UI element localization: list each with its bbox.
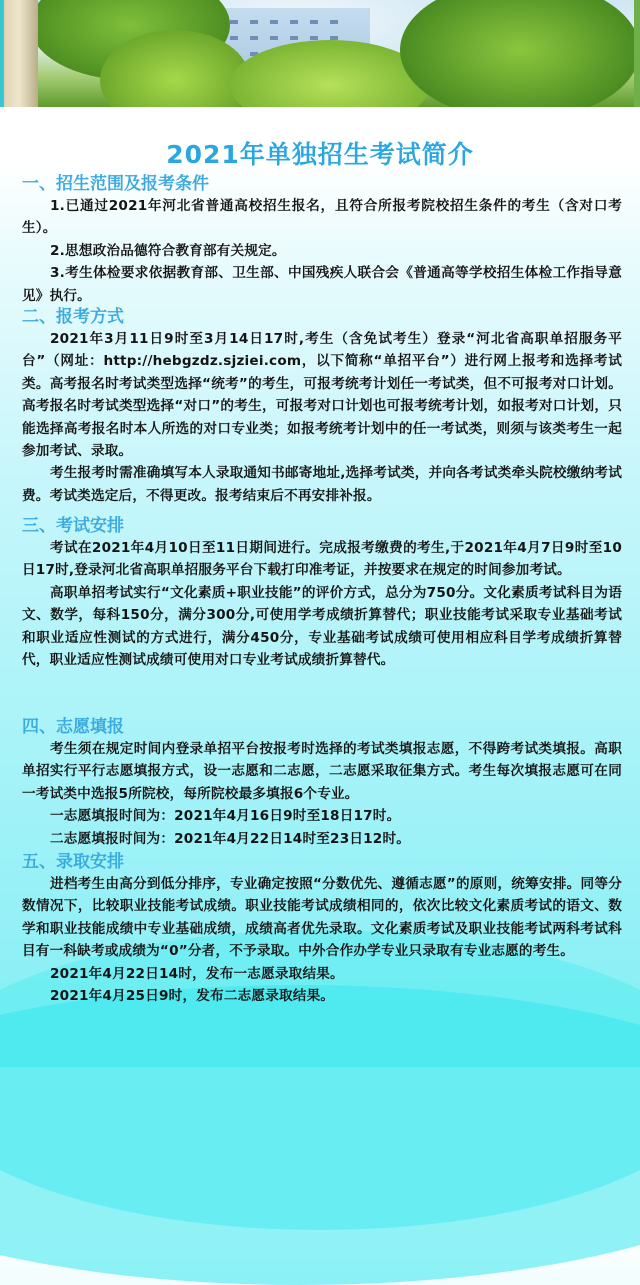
banner-edge: [0, 0, 4, 107]
paragraph: 考生报考时需准确填写本人录取通知书邮寄地址,选择考试类，并向各考试类牵头院校缴纳考试费。考试类选定后，不得更改。报考结束后不再安排补报。: [22, 465, 622, 504]
section-heading: 五、录取安排: [22, 852, 124, 872]
banner-edge: [634, 0, 640, 107]
page-title: 2021年单独招生考试简介: [166, 139, 474, 169]
section-heading: 一、招生范围及报考条件: [22, 174, 209, 194]
paragraph: 2021年3月11日9时至3月14日17时,考生（含免试考生）登录“河北省高职单招服务平台”（网址：http://hebgzdz.sjziei.com，以下简称“单招平台”）进行网上报考和选择考试类。高考报名时考试类型选择“统考”的考生，可报考统考计划任一考试类，但不可报考对口计划。高考报名时考试类型选择“对口”的考生，可报考对口计划也可报考统考计划，如报考对口计划，只能选择高考报名时本人所选的对口专业类；如报考统考计划中的任一考试类，则须与该类考生一起参加考试、录取。: [22, 331, 622, 460]
paragraph: 3.考生体检要求依据教育部、卫生部、中国残疾人联合会《普通高等学校招生体检工作指导意见》执行。: [22, 265, 622, 304]
section-exam-arrangement: [22, 515, 622, 671]
banner-tree-trunk: [0, 0, 38, 107]
section-application: [22, 716, 622, 850]
paragraph: 一志愿填报时间为：2021年4月16日9时至18日17时。: [50, 808, 401, 825]
section-registration: [22, 306, 622, 507]
decorative-wave: [0, 985, 640, 1285]
paragraph: 2021年4月22日14时，发布一志愿录取结果。: [50, 965, 344, 982]
section-eligibility: [22, 173, 622, 307]
paragraph: 高职单招考试实行“文化素质+职业技能”的评价方式，总分为750分。文化素质考试科目为语文、数学，每科150分，满分300分,可使用学考成绩折算替代；职业技能考试采取专业基础考试和职业适应性测试的方式进行，满分450分，专业基础考试成绩可使用相应科目学考成绩折算替代，职业适应性测试成绩可使用对口专业考试成绩折算替代。: [22, 584, 622, 669]
paragraph: 1.已通过2021年河北省普通高校招生报名，且符合所报考院校招生条件的考生（含对口考生）。: [22, 198, 622, 237]
paragraph: 考生须在规定时间内登录单招平台按报考时选择的考试类填报志愿，不得跨考试类填报。高职单招实行平行志愿填报方式，设一志愿和二志愿，二志愿采取征集方式。考生每次填报志愿可在同一考试类中选报5所院校，每所院校最多填报6个专业。: [22, 741, 622, 802]
paragraph: 进档考生由高分到低分排序，专业确定按照“分数优先、遵循志愿”的原则，统筹安排。同等分数情况下，比较职业技能考试成绩。职业技能考试成绩相同的，依次比较文化素质考试的语文、数学和职业技能成绩中专业基础成绩，成绩高者优先录取。文化素质考试及职业技能考试两科考试科目有一科缺考或成绩为“0”分者，不予录取。中外合作办学专业只录取有专业志愿的考生。: [22, 876, 622, 960]
paragraph: 2.思想政治品德符合教育部有关规定。: [50, 242, 286, 259]
section-heading: 三、考试安排: [22, 516, 124, 536]
paragraph: 二志愿填报时间为：2021年4月22日14时至23日12时。: [50, 830, 411, 847]
section-heading: 二、报考方式: [22, 307, 124, 327]
section-heading: 四、志愿填报: [22, 717, 124, 737]
paragraph: 2021年4月25日9时，发布二志愿录取结果。: [50, 988, 335, 1005]
banner-photo: [0, 0, 640, 107]
paragraph: 考试在2021年4月10日至11日期间进行。完成报考缴费的考生,于2021年4月7日9时至10日17时,登录河北省高职单招服务平台下载打印准考证，并按要求在规定的时间参加考试。: [22, 540, 622, 579]
section-admission: [22, 851, 622, 1007]
